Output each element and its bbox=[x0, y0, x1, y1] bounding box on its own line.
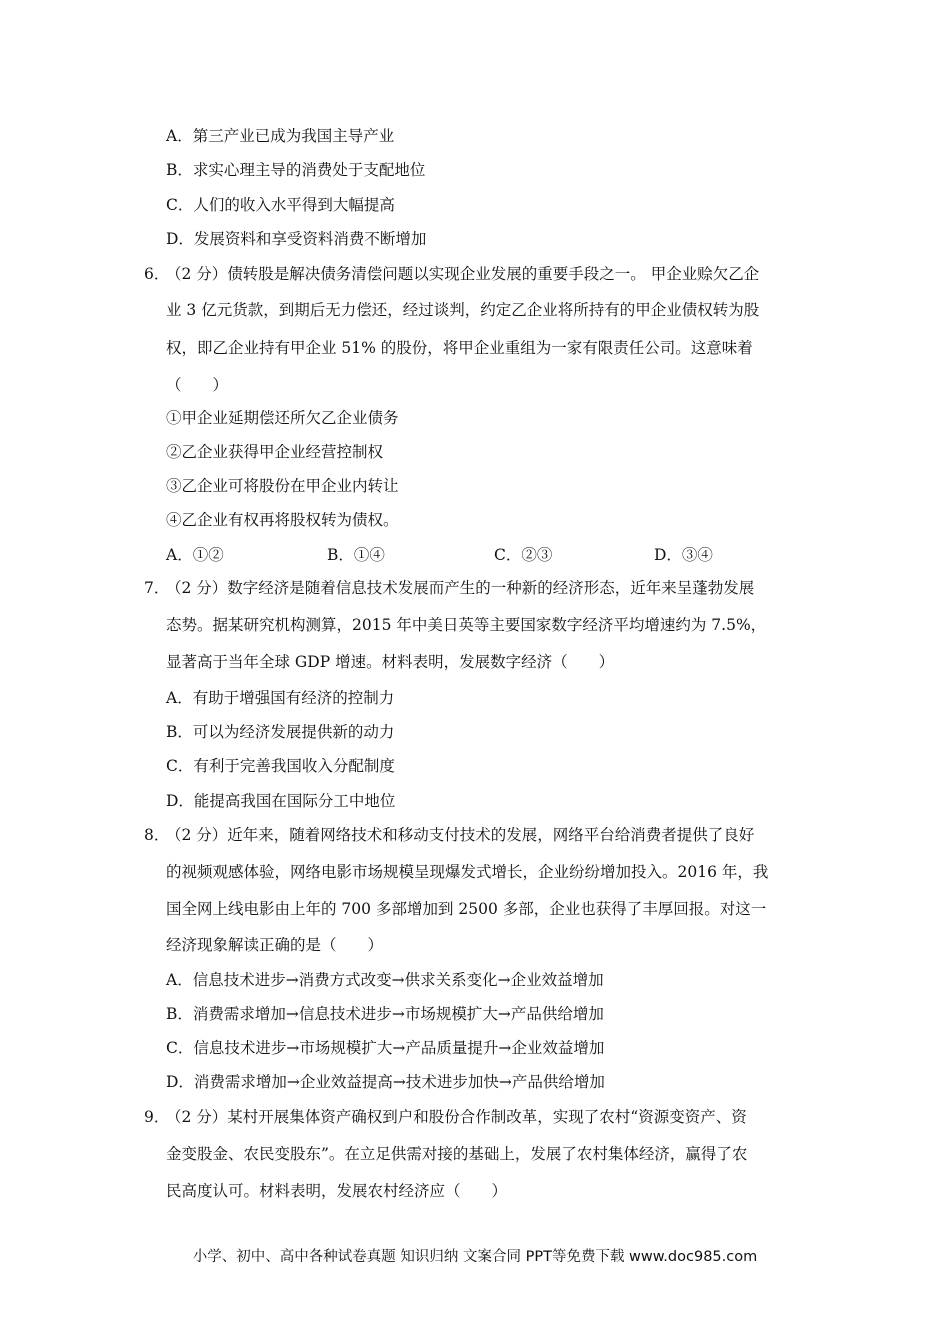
q6-stem-line: 业 3 亿元货款，到期后无力偿还，经过谈判，约定乙企业将所持有的甲企业债权转为股 bbox=[166, 301, 760, 319]
q9-stem-line: 金变股金、农民变股东”。在立足供需对接的基础上，发展了农村集体经济，赢得了农 bbox=[166, 1145, 748, 1163]
q9-stem-line bbox=[144, 1107, 747, 1127]
q8-stem-text: （2 分）近年来，随着网络技术和移动支付技术的发展，网络平台给消费者提供了良好 bbox=[166, 826, 755, 844]
q9-stem-line: 民高度认可。材料表明，发展农村经济应（ ） bbox=[166, 1182, 508, 1200]
q8-option-d: D．消费需求增加→企业效益提高→技术进步加快→产品供给增加 bbox=[166, 1073, 605, 1091]
q6-statement-4: ④乙企业有权再将股权转为债权。 bbox=[166, 511, 399, 529]
q7-number: 7． bbox=[144, 579, 170, 597]
q6-choice-c: C．②③ bbox=[494, 546, 553, 564]
q8-number: 8． bbox=[144, 826, 170, 844]
q6-choice-b: B．①④ bbox=[327, 546, 385, 564]
q9-stem-text: （2 分）某村开展集体资产确权到户和股份合作制改革，实现了农村“资源变资产、资 bbox=[166, 1108, 747, 1126]
q8-stem-line: 经济现象解读正确的是（ ） bbox=[166, 936, 384, 954]
q7-option-c: C．有利于完善我国收入分配制度 bbox=[166, 757, 395, 775]
q8-stem-line bbox=[144, 825, 754, 845]
q6-statement-1: ①甲企业延期偿还所欠乙企业债务 bbox=[166, 409, 399, 427]
q8-option-a: A．信息技术进步→消费方式改变→供求关系变化→企业效益增加 bbox=[166, 971, 604, 989]
q7-stem-line bbox=[144, 578, 754, 598]
q6-number: 6． bbox=[144, 265, 170, 283]
q6-statement-3: ③乙企业可将股份在甲企业内转让 bbox=[166, 477, 399, 495]
q7-option-b: B．可以为经济发展提供新的动力 bbox=[166, 723, 395, 741]
q8-option-c: C．信息技术进步→市场规模扩大→产品质量提升→企业效益增加 bbox=[166, 1039, 605, 1057]
q7-stem-text: （2 分）数字经济是随着信息技术发展而产生的一种新的经济形态，近年来呈蓬勃发展 bbox=[166, 579, 755, 597]
q6-stem-text: （2 分）债转股是解决债务清偿问题以实现企业发展的重要手段之一。 甲企业赊欠乙企 bbox=[166, 265, 760, 283]
q6-stem-line: 权，即乙企业持有甲企业 51% 的股份，将甲企业重组为一家有限责任公司。这意味着 bbox=[166, 339, 753, 357]
q5-option-a: A．第三产业已成为我国主导产业 bbox=[166, 127, 395, 145]
q5-option-c: C．人们的收入水平得到大幅提高 bbox=[166, 196, 395, 214]
q7-option-a: A．有助于增强国有经济的控制力 bbox=[166, 689, 395, 707]
q7-stem-line: 显著高于当年全球 GDP 增速。材料表明，发展数字经济（ ） bbox=[166, 653, 615, 671]
q5-option-d: D．发展资料和享受资料消费不断增加 bbox=[166, 230, 427, 248]
q6-answer-blank: （ ） bbox=[166, 376, 229, 394]
q8-option-b: B．消费需求增加→信息技术进步→市场规模扩大→产品供给增加 bbox=[166, 1005, 604, 1023]
q8-stem-line: 国全网上线电影由上年的 700 多部增加到 2500 多部，企业也获得了丰厚回报。对这一 bbox=[166, 900, 767, 918]
q6-choice-d: D．③④ bbox=[654, 546, 713, 564]
q6-stem-line bbox=[144, 264, 759, 284]
q9-number: 9． bbox=[144, 1108, 170, 1126]
q8-stem-line: 的视频观感体验，网络电影市场规模呈现爆发式增长，企业纷纷增加投入。2016 年，我 bbox=[166, 863, 769, 881]
q6-statement-2: ②乙企业获得甲企业经营控制权 bbox=[166, 443, 384, 461]
q5-option-b: B．求实心理主导的消费处于支配地位 bbox=[166, 161, 426, 179]
q6-choice-a: A．①② bbox=[166, 546, 224, 564]
q7-option-d: D．能提高我国在国际分工中地位 bbox=[166, 792, 396, 810]
page-footer: 小学、初中、高中各种试卷真题 知识归纳 文案合同 PPT等免费下载 www.doc985.com bbox=[192, 1249, 758, 1265]
q7-stem-line: 态势。据某研究机构测算，2015 年中美日英等主要国家数字经济平均增速约为 7.5%， bbox=[166, 616, 767, 634]
